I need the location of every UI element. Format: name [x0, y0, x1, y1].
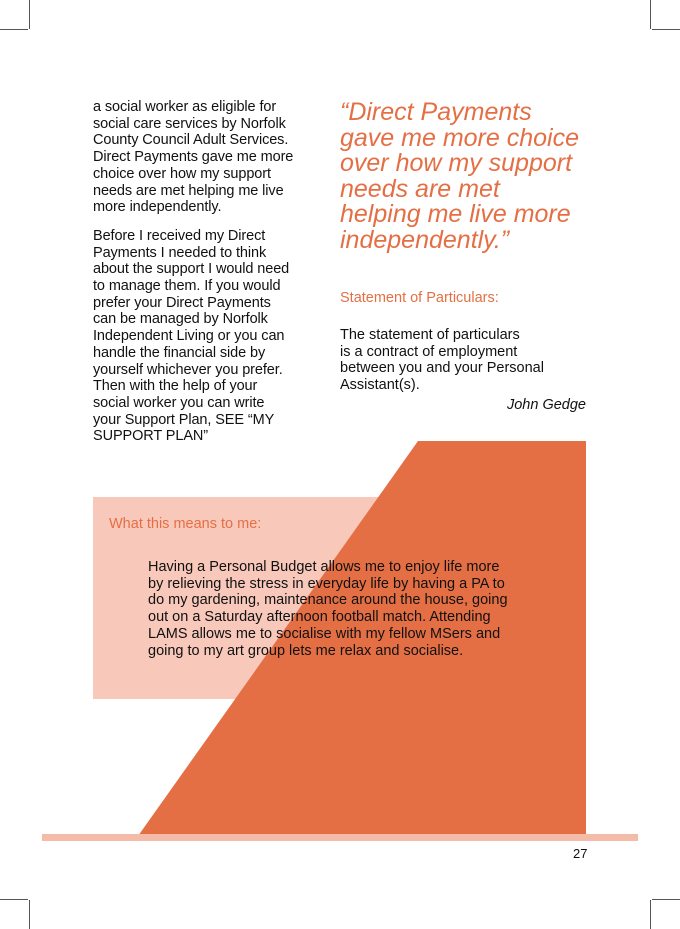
support-paragraph: Before I received my Direct Payments I needed to think about the support I would need to manage them. If you would prefer your Direct Payments can be managed by Norfolk Independent Living or you can handle the financial side by yourself whichever you prefer. Then with the help of your social worker you can write your Support Plan, SEE “MY SUPPORT PLAN” — [93, 227, 290, 445]
particulars-body: The statement of particulars is a contract of employment between you and your Personal Assistant(s). — [340, 327, 544, 394]
pull-quote: “Direct Payments gave me more choice over how my support needs are met helping me live more independently.” — [340, 98, 580, 254]
means-heading: What this means to me: — [109, 516, 262, 532]
bottom-rule — [42, 834, 638, 841]
intro-paragraph: a social worker as eligible for social care services by Norfolk County Council Adult Services. Direct Payments gave me more choice over how my support needs are met helping me live more independently. — [93, 99, 294, 216]
quote-author: John Gedge — [506, 397, 586, 413]
particulars-heading: Statement of Particulars: — [340, 290, 499, 306]
page-number: 27 — [573, 846, 588, 861]
means-body: Having a Personal Budget allows me to enjoy life more by relieving the stress in everyday life by having a PA to do my gardening, maintenance around the house, going out on a Saturday afternoon football match. Attending LAMS allows me to socialise with my fellow MSers and going to my art group lets me relax and socialise. — [148, 559, 508, 659]
